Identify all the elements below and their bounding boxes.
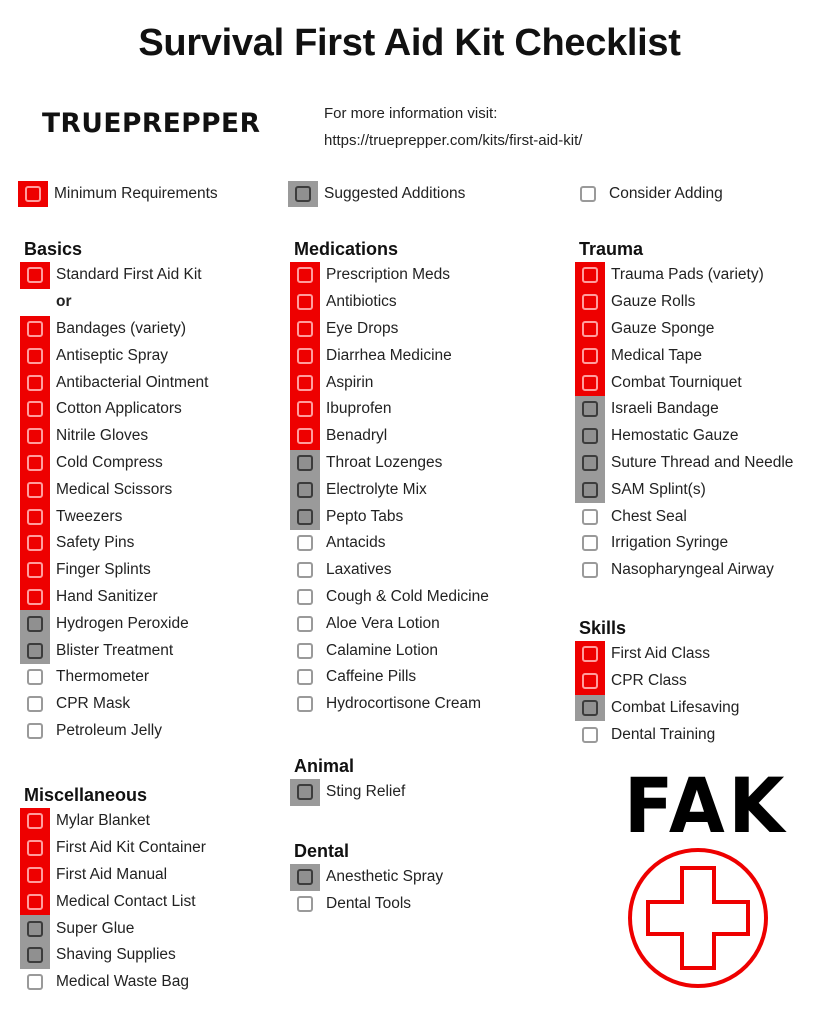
checklist-item-throat-lozenges[interactable]: [290, 450, 489, 477]
section-heading: Medications: [294, 239, 399, 259]
checklist-item-irrigation-syringe[interactable]: [575, 530, 793, 557]
priority-marker: [20, 691, 50, 718]
item-label: Throat Lozenges: [326, 453, 443, 471]
checklist-item-israeli-bandage[interactable]: [575, 396, 793, 423]
priority-marker: [20, 915, 50, 942]
section-basics: [20, 236, 209, 744]
info-text: For more information visit:: [324, 105, 498, 122]
checklist-item-gauze-sponge[interactable]: [575, 316, 793, 343]
item-label: First Aid Class: [611, 645, 711, 663]
legend-label: Consider Adding: [609, 185, 723, 202]
checkbox[interactable]: [582, 482, 598, 498]
item-label: Super Glue: [56, 919, 135, 937]
checklist-item-ibuprofen[interactable]: [290, 396, 489, 423]
checklist-item-dental-tools[interactable]: [290, 891, 443, 918]
checklist-item-nitrile-gloves[interactable]: [20, 423, 209, 450]
section-skills: [575, 615, 739, 748]
item-label: Trauma Pads (variety): [611, 266, 764, 284]
checkbox[interactable]: [27, 723, 43, 739]
checkbox[interactable]: [297, 535, 313, 551]
priority-marker: [575, 369, 605, 396]
checkbox[interactable]: [27, 455, 43, 471]
item-label: Thermometer: [56, 668, 150, 686]
priority-marker: [20, 969, 50, 996]
checkbox[interactable]: [582, 348, 598, 364]
priority-marker: [290, 584, 320, 611]
checklist-item-antiseptic-spray[interactable]: [20, 342, 209, 369]
checkbox[interactable]: [27, 401, 43, 417]
item-label: Sting Relief: [326, 783, 406, 801]
checklist-item-electrolyte-mix[interactable]: [290, 476, 489, 503]
item-label: Cotton Applicators: [56, 400, 182, 418]
brand-logo: TRUEPREPPER: [42, 108, 261, 139]
section-heading: Animal: [294, 756, 355, 776]
checkbox[interactable]: [297, 869, 313, 885]
checkbox[interactable]: [297, 428, 313, 444]
item-label: Mylar Blanket: [56, 812, 150, 830]
priority-marker: [575, 289, 605, 316]
checkbox[interactable]: [27, 643, 43, 659]
priority-marker: [575, 423, 605, 450]
checkbox[interactable]: [297, 562, 313, 578]
priority-marker: [575, 396, 605, 423]
priority-marker: [20, 584, 50, 611]
checklist-item-trauma-pads-variety[interactable]: [575, 262, 793, 289]
checkbox[interactable]: [27, 840, 43, 856]
priority-marker: [20, 396, 50, 423]
checklist-item-medical-contact-list[interactable]: [20, 888, 206, 915]
item-label: Medical Tape: [611, 346, 703, 364]
item-label: Calamine Lotion: [326, 641, 439, 659]
checklist-item-caffeine-pills[interactable]: [290, 664, 489, 691]
legend-required: [18, 180, 218, 208]
item-label: Medical Waste Bag: [56, 973, 189, 991]
checkbox-icon: [25, 186, 41, 202]
checkbox[interactable]: [27, 348, 43, 364]
priority-marker: [20, 637, 50, 664]
section-trauma: [575, 236, 793, 584]
priority-marker: [290, 530, 320, 557]
checklist-item-safety-pins[interactable]: [20, 530, 209, 557]
section-heading: Miscellaneous: [24, 785, 148, 805]
item-label: First Aid Manual: [56, 865, 168, 883]
checklist-item-calamine-lotion[interactable]: [290, 637, 489, 664]
item-label: Petroleum Jelly: [56, 721, 162, 739]
item-label: Electrolyte Mix: [326, 480, 427, 498]
priority-marker: [575, 557, 605, 584]
item-label: Antibiotics: [326, 293, 397, 311]
section-miscellaneous: [20, 782, 206, 996]
item-label: Laxatives: [326, 561, 392, 579]
info-url-link[interactable]: https://trueprepper.com/kits/first-aid-kit/: [324, 132, 583, 149]
checklist-item-gauze-rolls[interactable]: [575, 289, 793, 316]
section-heading: Trauma: [579, 239, 644, 259]
checkbox[interactable]: [297, 321, 313, 337]
item-label: Ibuprofen: [326, 400, 392, 418]
checklist-item-medical-tape[interactable]: [575, 342, 793, 369]
checklist-item-aloe-vera-lotion[interactable]: [290, 610, 489, 637]
priority-marker: [20, 450, 50, 477]
priority-marker: [290, 450, 320, 477]
checkbox[interactable]: [582, 700, 598, 716]
priority-marker: [290, 779, 320, 806]
item-label: Diarrhea Medicine: [326, 346, 452, 364]
item-label: Irrigation Syringe: [611, 534, 729, 552]
checklist-item-hydrogen-peroxide[interactable]: [20, 610, 209, 637]
checkbox[interactable]: [297, 896, 313, 912]
checkbox[interactable]: [27, 267, 43, 283]
or-separator: [20, 289, 209, 316]
checklist-item-petroleum-jelly[interactable]: [20, 718, 209, 745]
item-label: Hand Sanitizer: [56, 587, 158, 605]
checkbox[interactable]: [27, 535, 43, 551]
checklist-item-anesthetic-spray[interactable]: [290, 864, 443, 891]
priority-marker: [20, 835, 50, 862]
item-label: Shaving Supplies: [56, 946, 176, 964]
item-label: Medical Scissors: [56, 480, 173, 498]
checkbox[interactable]: [582, 375, 598, 391]
checklist-item-thermometer[interactable]: [20, 664, 209, 691]
item-label: Blister Treatment: [56, 641, 174, 659]
priority-marker: [20, 718, 50, 745]
checklist-item-suture-thread-and-needle[interactable]: [575, 450, 793, 477]
checklist-item-dental-training[interactable]: [575, 721, 739, 748]
checkbox[interactable]: [27, 921, 43, 937]
checkbox[interactable]: [582, 509, 598, 525]
priority-marker: [290, 262, 320, 289]
priority-marker: [20, 316, 50, 343]
item-label: Bandages (variety): [56, 319, 187, 337]
priority-marker: [575, 530, 605, 557]
item-label: Anesthetic Spray: [326, 868, 444, 886]
checkbox[interactable]: [27, 562, 43, 578]
checkbox[interactable]: [297, 482, 313, 498]
checklist-item-aspirin[interactable]: [290, 369, 489, 396]
legend-required-swatch: [18, 181, 48, 208]
checklist-item-antibacterial-ointment[interactable]: [20, 369, 209, 396]
item-label: Finger Splints: [56, 561, 151, 579]
priority-marker: [290, 691, 320, 718]
legend-optional-swatch: [573, 181, 603, 208]
item-label: First Aid Kit Container: [56, 839, 206, 857]
checklist-item-diarrhea-medicine[interactable]: [290, 342, 489, 369]
item-label: Safety Pins: [56, 534, 135, 552]
or-label: or: [56, 293, 72, 311]
priority-marker: [20, 808, 50, 835]
priority-marker: [575, 503, 605, 530]
checklist-item-antacids[interactable]: [290, 530, 489, 557]
checklist-item-cpr-mask[interactable]: [20, 691, 209, 718]
legend-suggested: [288, 180, 465, 208]
item-label: Medical Contact List: [56, 892, 196, 910]
item-label: Nasopharyngeal Airway: [611, 561, 774, 579]
checkbox[interactable]: [27, 867, 43, 883]
priority-marker: [575, 342, 605, 369]
checkbox[interactable]: [27, 321, 43, 337]
item-label: Eye Drops: [326, 319, 399, 337]
checklist-item-cold-compress[interactable]: [20, 450, 209, 477]
priority-marker: [20, 476, 50, 503]
priority-marker: [290, 396, 320, 423]
checklist-item-antibiotics[interactable]: [290, 289, 489, 316]
item-label: Pepto Tabs: [326, 507, 404, 525]
section-heading: Basics: [24, 239, 83, 259]
priority-marker: [290, 503, 320, 530]
checkbox[interactable]: [27, 482, 43, 498]
section-dental: [290, 838, 443, 918]
item-label: Antibacterial Ointment: [56, 373, 209, 391]
priority-marker: [575, 695, 605, 722]
item-label: Caffeine Pills: [326, 668, 417, 686]
checklist-item-finger-splints[interactable]: [20, 557, 209, 584]
item-label: Aspirin: [326, 373, 374, 391]
priority-marker: [575, 316, 605, 343]
checklist-item-hemostatic-gauze[interactable]: [575, 423, 793, 450]
checkbox[interactable]: [297, 696, 313, 712]
priority-marker: [20, 262, 50, 289]
checkbox[interactable]: [297, 784, 313, 800]
priority-marker: [20, 557, 50, 584]
item-label: SAM Splint(s): [611, 480, 706, 498]
checkbox[interactable]: [297, 375, 313, 391]
priority-marker: [20, 530, 50, 557]
checkbox-icon: [580, 186, 596, 202]
checkbox[interactable]: [297, 455, 313, 471]
item-label: Cough & Cold Medicine: [326, 587, 489, 605]
checkbox[interactable]: [27, 375, 43, 391]
priority-marker: [20, 664, 50, 691]
priority-marker: [290, 423, 320, 450]
item-label: Cold Compress: [56, 453, 163, 471]
priority-marker: [575, 668, 605, 695]
item-label: Combat Tourniquet: [611, 373, 742, 391]
item-label: Gauze Rolls: [611, 293, 696, 311]
item-label: Aloe Vera Lotion: [326, 614, 440, 632]
section-medications: [290, 236, 489, 718]
checkbox[interactable]: [297, 401, 313, 417]
red-cross-circle-icon: [626, 846, 770, 990]
checklist-item-hand-sanitizer[interactable]: [20, 584, 209, 611]
item-label: Prescription Meds: [326, 266, 451, 284]
priority-marker: [290, 369, 320, 396]
checkbox[interactable]: [297, 509, 313, 525]
checklist-item-first-aid-manual[interactable]: [20, 862, 206, 889]
section-heading: Skills: [579, 618, 627, 638]
checkbox[interactable]: [27, 894, 43, 910]
checkbox[interactable]: [27, 813, 43, 829]
item-label: Hemostatic Gauze: [611, 427, 739, 445]
checkbox[interactable]: [297, 589, 313, 605]
item-label: Hydrogen Peroxide: [56, 614, 189, 632]
priority-marker: [290, 664, 320, 691]
checkbox[interactable]: [297, 267, 313, 283]
checkbox[interactable]: [27, 947, 43, 963]
item-label: Dental Tools: [326, 895, 412, 913]
item-label: Suture Thread and Needle: [611, 453, 794, 471]
priority-marker: [290, 342, 320, 369]
item-label: CPR Mask: [56, 695, 131, 713]
priority-marker: [575, 641, 605, 668]
checkbox[interactable]: [582, 535, 598, 551]
item-label: Benadryl: [326, 427, 388, 445]
checkbox[interactable]: [27, 616, 43, 632]
checkbox[interactable]: [27, 428, 43, 444]
checkbox[interactable]: [582, 428, 598, 444]
priority-marker: [290, 891, 320, 918]
checklist-item-benadryl[interactable]: [290, 423, 489, 450]
priority-marker: [290, 316, 320, 343]
item-label: Israeli Bandage: [611, 400, 719, 418]
priority-marker: [20, 862, 50, 889]
checklist-item-medical-scissors[interactable]: [20, 476, 209, 503]
checkbox[interactable]: [297, 294, 313, 310]
checklist-item-bandages-variety[interactable]: [20, 316, 209, 343]
checklist-item-eye-drops[interactable]: [290, 316, 489, 343]
checkbox[interactable]: [297, 348, 313, 364]
item-label: Chest Seal: [611, 507, 687, 525]
legend-label: Minimum Requirements: [54, 185, 218, 202]
checkbox[interactable]: [27, 509, 43, 525]
checkbox[interactable]: [297, 669, 313, 685]
checkbox[interactable]: [27, 974, 43, 990]
checklist-item-cpr-class[interactable]: [575, 668, 739, 695]
item-label: Gauze Sponge: [611, 319, 715, 337]
checklist-item-blister-treatment[interactable]: [20, 637, 209, 664]
item-label: Standard First Aid Kit: [56, 266, 202, 284]
item-label: Antacids: [326, 534, 386, 552]
priority-marker: [20, 423, 50, 450]
checkbox[interactable]: [582, 673, 598, 689]
checkbox[interactable]: [582, 646, 598, 662]
checklist-item-prescription-meds[interactable]: [290, 262, 489, 289]
item-label: Antiseptic Spray: [56, 346, 168, 364]
checkbox[interactable]: [297, 616, 313, 632]
checklist-item-cotton-applicators[interactable]: [20, 396, 209, 423]
checklist-item-hydrocortisone-cream[interactable]: [290, 691, 489, 718]
checklist-item-mylar-blanket[interactable]: [20, 808, 206, 835]
checkbox-icon: [295, 186, 311, 202]
checkbox[interactable]: [297, 643, 313, 659]
priority-marker: [575, 721, 605, 748]
checklist-item-combat-lifesaving[interactable]: [575, 695, 739, 722]
priority-marker: [290, 476, 320, 503]
checklist-item-chest-seal[interactable]: [575, 503, 793, 530]
item-label: CPR Class: [611, 672, 687, 690]
checklist-item-shaving-supplies[interactable]: [20, 942, 206, 969]
priority-marker: [575, 476, 605, 503]
checkbox[interactable]: [582, 727, 598, 743]
checklist-item-laxatives[interactable]: [290, 557, 489, 584]
checklist-item-first-aid-class[interactable]: [575, 641, 739, 668]
priority-marker: [20, 888, 50, 915]
priority-marker: [20, 342, 50, 369]
legend-suggested-swatch: [288, 181, 318, 208]
checklist-item-combat-tourniquet[interactable]: [575, 369, 793, 396]
checklist-item-nasopharyngeal-airway[interactable]: [575, 557, 793, 584]
priority-marker: [20, 610, 50, 637]
checklist-item-tweezers[interactable]: [20, 503, 209, 530]
priority-marker: [575, 262, 605, 289]
section-heading: Dental: [294, 841, 350, 861]
item-label: Tweezers: [56, 507, 123, 525]
item-label: Nitrile Gloves: [56, 427, 149, 445]
checklist-item-super-glue[interactable]: [20, 915, 206, 942]
checkbox[interactable]: [582, 267, 598, 283]
legend-label: Suggested Additions: [324, 185, 466, 202]
checklist-item-sting-relief[interactable]: [290, 779, 405, 806]
item-label: Dental Training: [611, 725, 716, 743]
priority-marker: [20, 369, 50, 396]
priority-marker: [290, 637, 320, 664]
checkbox[interactable]: [582, 294, 598, 310]
checkbox[interactable]: [582, 455, 598, 471]
item-label: Hydrocortisone Cream: [326, 695, 482, 713]
priority-marker: [290, 289, 320, 316]
priority-marker: [20, 503, 50, 530]
legend-optional: [573, 180, 723, 208]
checklist-item-sam-splint-s[interactable]: [575, 476, 793, 503]
priority-marker: [290, 557, 320, 584]
fak-badge-text: FAK: [624, 761, 789, 850]
checkbox[interactable]: [27, 669, 43, 685]
priority-marker: [575, 450, 605, 477]
checklist-item-first-aid-kit-container[interactable]: [20, 835, 206, 862]
page-title: Survival First Aid Kit Checklist: [138, 22, 681, 64]
checkbox[interactable]: [582, 401, 598, 417]
checklist-item-standard-first-aid-kit[interactable]: [20, 262, 209, 289]
checklist-item-pepto-tabs[interactable]: [290, 503, 489, 530]
checkbox[interactable]: [27, 696, 43, 712]
checkbox[interactable]: [582, 321, 598, 337]
section-animal: [290, 753, 405, 806]
checklist-item-cough-cold-medicine[interactable]: [290, 584, 489, 611]
priority-marker: [290, 864, 320, 891]
checklist-item-medical-waste-bag[interactable]: [20, 969, 206, 996]
checkbox[interactable]: [582, 562, 598, 578]
item-label: Combat Lifesaving: [611, 698, 740, 716]
priority-marker: [20, 942, 50, 969]
priority-marker: [290, 610, 320, 637]
checkbox[interactable]: [27, 589, 43, 605]
